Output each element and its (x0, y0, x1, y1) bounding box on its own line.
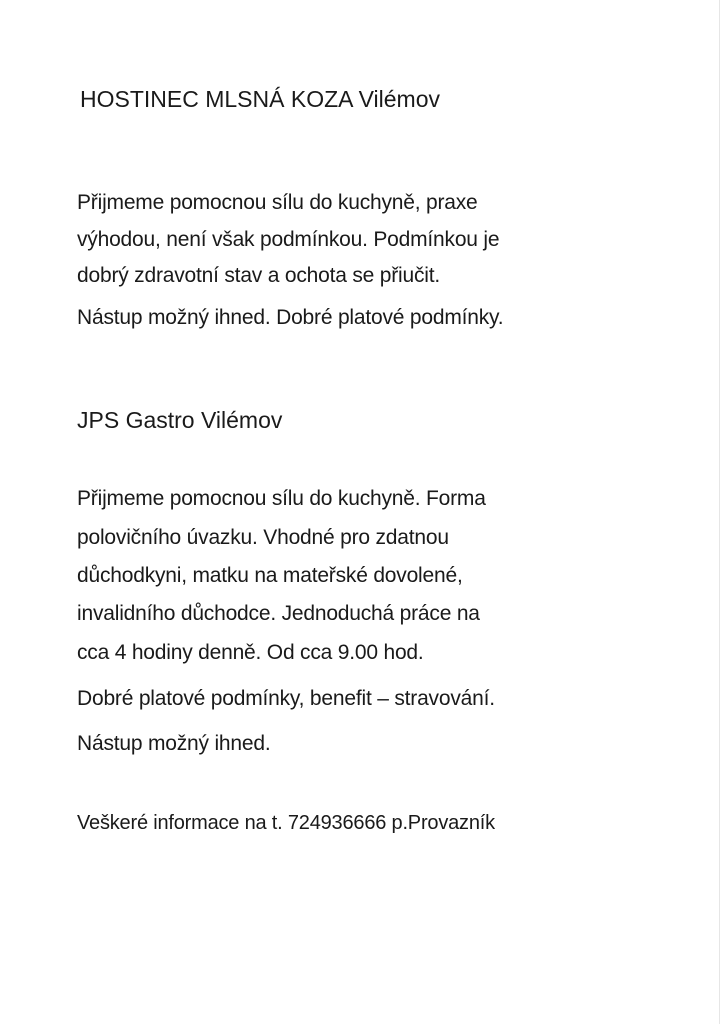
paragraph-line: výhodou, není však podmínkou. Podmínkou je (77, 228, 500, 251)
paragraph-line: polovičního úvazku. Vhodné pro zdatnou (77, 526, 449, 549)
start-line: Nástup možný ihned. (77, 732, 271, 755)
contact-info: Veškeré informace na t. 724936666 p.Provazník (77, 812, 495, 834)
paragraph-line: důchodkyni, matku na mateřské dovolené, (77, 564, 463, 587)
scan-edge (719, 0, 720, 1024)
section-title: HOSTINEC MLSNÁ KOZA Vilémov (80, 86, 440, 112)
benefits-line: Dobré platové podmínky, benefit – stravování. (77, 687, 495, 710)
paragraph-line: invalidního důchodce. Jednoduchá práce na (77, 602, 480, 625)
paragraph-line: Přijmeme pomocnou sílu do kuchyně, praxe (77, 191, 478, 214)
paragraph-line: Přijmeme pomocnou sílu do kuchyně. Forma (77, 487, 486, 510)
paragraph-line: dobrý zdravotní stav a ochota se přiučit. (77, 264, 440, 287)
paragraph-line: cca 4 hodiny denně. Od cca 9.00 hod. (77, 641, 424, 664)
section-title: JPS Gastro Vilémov (77, 407, 283, 433)
start-line: Nástup možný ihned. Dobré platové podmínky. (77, 306, 504, 329)
